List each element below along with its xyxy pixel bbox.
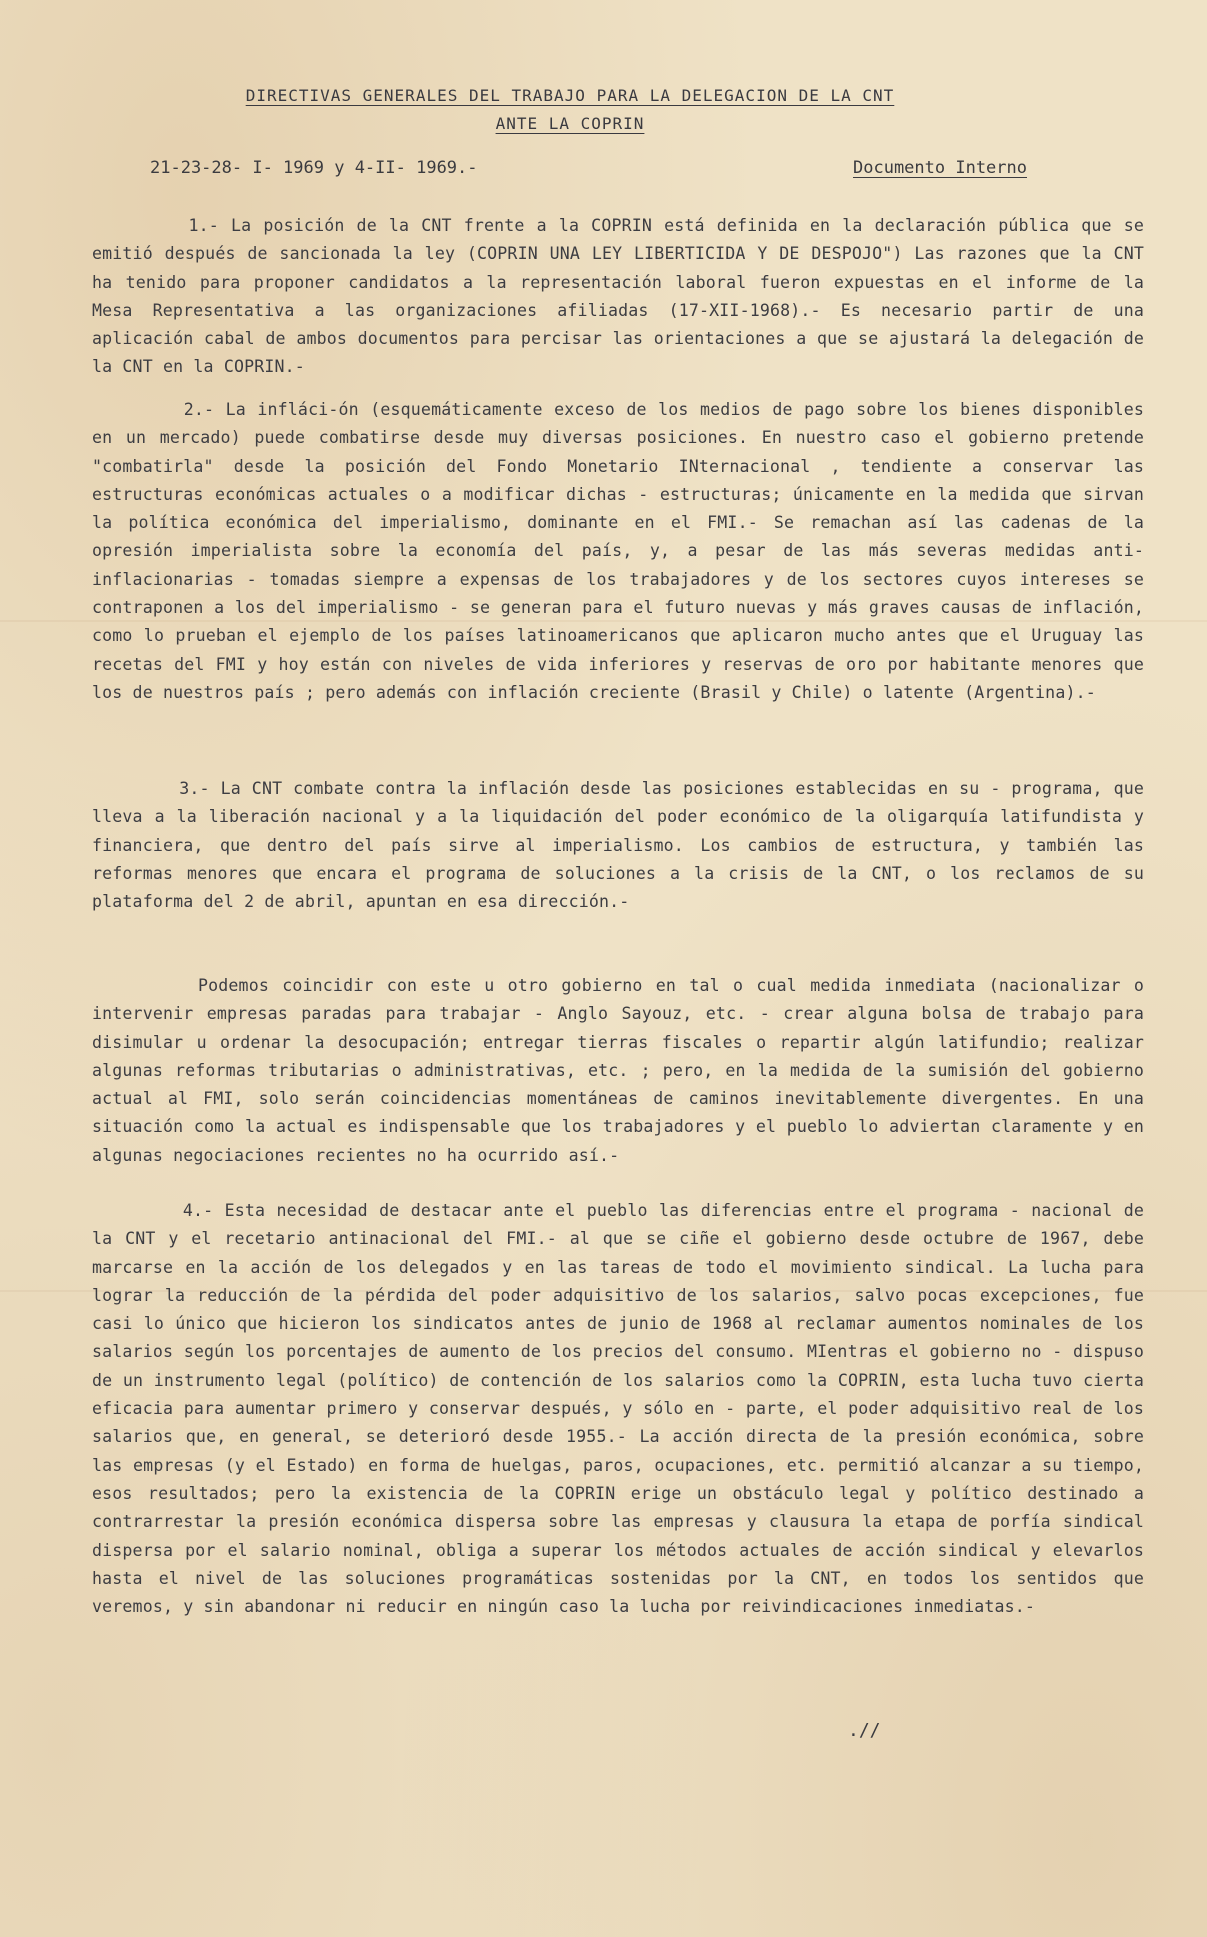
paragraph-1: 1.- La posición de la CNT frente a la COPRIN está definida en la declaración pública que se emitió después de sancionada la ley (COPRIN UNA LEY LIBERTICIDA Y DE DESPOJO") Las razones que la CNT ha tenido para proponer candidatos a la representación laboral fueron expuestas en el informe de la Mesa Representativa a las organizaciones afiliadas (17-XII-1968).- Es necesario partir de una aplicación cabal de ambos documentos para percisar las orientaciones a que se ajustará la delegación de la CNT en la COPRIN.-	[92, 216, 1155, 377]
document-dates: 21-23-28- I- 1969 y 4-II- 1969.-	[150, 158, 478, 178]
page-continuation-mark: .//	[848, 1720, 881, 1741]
paragraph-3: 3.- La CNT combate contra la inflación desde las posiciones establecidas en su - programa, que lleva a la liberación nacional y a la liquidación del poder económico de la oligarquía latifundista y financiera, que dentro del país sirve al imperialismo. Los cambios de estructura, y también las reformas menores que encara el programa de soluciones a la crisis de la CNT, o los reclamos de su plataforma del 2 de abril, apuntan en esa dirección.-	[92, 779, 1155, 912]
document-subtitle: ANTE LA COPRIN	[495, 114, 645, 133]
paragraph-2: 2.- La infláci-ón (esquemáticamente exceso de los medios de pago sobre los bienes disponibles en un mercado) puede combatirse desde muy diversas posiciones. En nuestro caso el gobierno pretende "combatirla" desde la posición del Fondo Monetario INternacional , tendiente a conservar las estructuras económicas actuales o a modificar dichas - estructuras; únicamente en la medida que sirvan la política económica del imperialismo, dominante en el FMI.- Se remachan así las cadenas de la opresión imperialista sobre la economía del país, y, a pesar de las más severas medidas anti-inflacionarias - tomadas siempre a expensas de los trabajadores y de los sectores cuyos intereses se contraponen a los del imperialismo - se generan para el futuro nuevas y más graves causas de inflación, como lo prueban el ejemplo de los países latinoamericanos que aplicaron mucho antes que el Uruguay las recetas del FMI y hoy están con niveles de vida inferiores y reservas de oro por habitante menores que los de nuestros país ; pero además con inflación creciente (Brasil y Chile) o latente (Argentina).-	[92, 400, 1155, 702]
paragraph-3-continued: Podemos coincidir con este u otro gobierno en tal o cual medida inmediata (nacionalizar o intervenir empresas paradas para trabajar - Anglo Sayouz, etc. - crear alguna bolsa de trabajo para disimular u ordenar la desocupación; entregar tierras fiscales o repartir algún latifundio; realizar algunas reformas tributarias o administrativas, etc. ; pero, en la medida de la sumisión del gobierno actual al FMI, solo serán coincidencias momentáneas de caminos inevitablemente divergentes. En una situación como la actual es indispensable que los trabajadores y el pueblo lo adviertan claramente y en algunas negociaciones recientes no ha ocurrido así.-	[92, 976, 1155, 1165]
paragraph-4: 4.- Esta necesidad de destacar ante el pueblo las diferencias entre el programa - nacional de la CNT y el recetario antinacional del FMI.- al que se ciñe el gobierno desde octubre de 1967, debe marcarse en la acción de los delegados y en las tareas de todo el movimiento sindical. La lucha para lograr la reducción de la pérdida del poder adquisitivo de los salarios, salvo pocas excepciones, fue casi lo único que hicieron los sindicatos antes de junio de 1968 al reclamar aumentos nominales de los salarios según los porcentajes de aumento de los precios del consumo. MIentras el gobierno no - dispuso de un instrumento legal (político) de contención de los salarios como la COPRIN, esta lucha tuvo cierta eficacia para aumentar primero y conservar después, y sólo en - parte, el poder adquisitivo real de los salarios que, en general, se deterioró desde 1955.- La acción directa de la presión económica, sobre las empresas (y el Estado) en forma de huelgas, paros, ocupaciones, etc. permitió alcanzar a su tiempo, esos resultados; pero la existencia de la COPRIN erige un obstáculo legal y político destinado a contrarrestar la presión económica dispersa sobre las empresas y clausura la etapa de porfía sindical dispersa por el salario nominal, obliga a superar los métodos actuales de acción sindical y elevarlos hasta el nivel de las soluciones programáticas sostenidas por la CNT, en todos los sentidos que veremos, y sin abandonar ni reducir en ningún caso la lucha por reivindicaciones inmediatas.-	[92, 1201, 1155, 1617]
document-type-label: Documento Interno	[853, 158, 1027, 178]
document-title: DIRECTIVAS GENERALES DEL TRABAJO PARA LA DELEGACION DE LA CNT	[245, 86, 895, 105]
